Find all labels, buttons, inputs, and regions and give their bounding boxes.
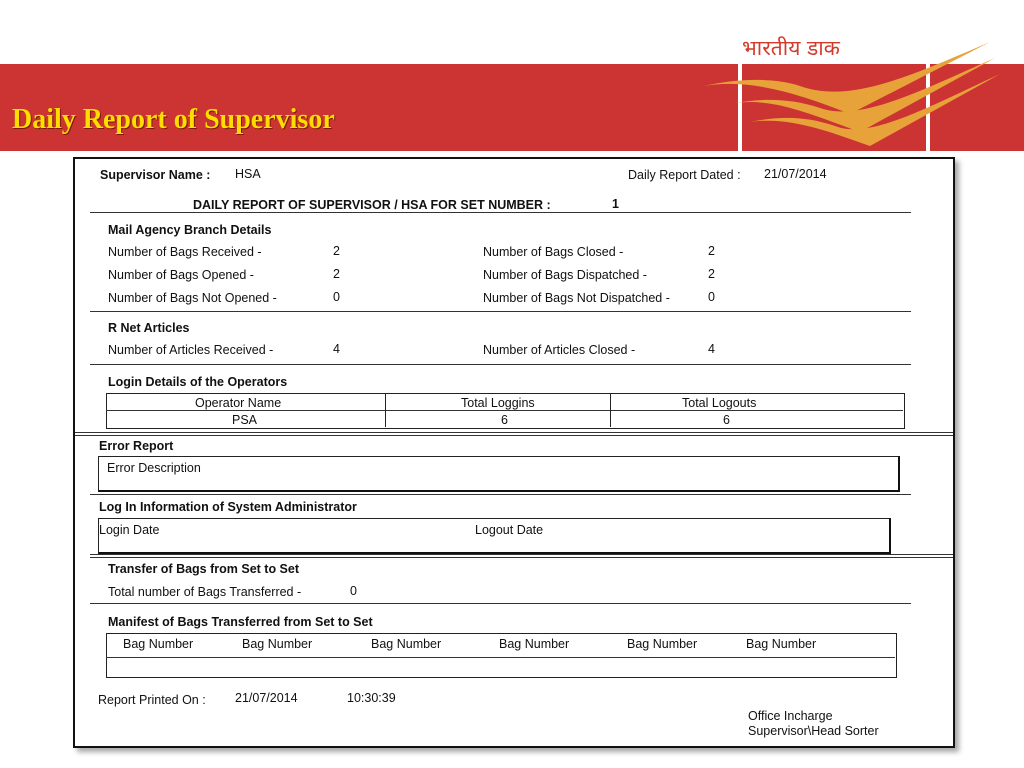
- articles-closed-value: 4: [708, 342, 715, 356]
- slide-title: Daily Report of Supervisor: [12, 104, 335, 135]
- column-header-total-logouts: Total Logouts: [682, 396, 757, 410]
- bags-received-value: 2: [333, 244, 340, 258]
- table-column-divider: [610, 393, 611, 427]
- column-header-bag-number: Bag Number: [123, 637, 194, 651]
- column-header-operator-name: Operator Name: [195, 396, 282, 410]
- bags-not-opened-value: 0: [333, 290, 340, 304]
- column-header-bag-number: Bag Number: [746, 637, 817, 651]
- bags-closed-value: 2: [708, 244, 715, 258]
- divider: [90, 311, 911, 312]
- report-printed-label: Report Printed On :: [98, 693, 206, 707]
- articles-received-value: 4: [333, 342, 340, 356]
- report-printed-date: 21/07/2014: [235, 691, 298, 705]
- login-row-loggins: 6: [501, 413, 508, 427]
- set-number: 1: [612, 197, 619, 211]
- bags-transferred-label: Total number of Bags Transferred -: [108, 585, 302, 599]
- login-date-label: Login Date: [99, 523, 160, 537]
- supervisor-name-value: HSA: [235, 167, 261, 181]
- supervisor-name-label: Supervisor Name :: [100, 168, 211, 182]
- mail-agency-heading: Mail Agency Branch Details: [108, 223, 272, 237]
- bags-transferred-value: 0: [350, 584, 357, 598]
- india-post-logo: [690, 36, 1010, 154]
- articles-closed-label: Number of Articles Closed -: [483, 343, 636, 357]
- divider: [90, 554, 953, 558]
- signature-line-2: Supervisor\Head Sorter: [748, 724, 879, 738]
- transfer-heading: Transfer of Bags from Set to Set: [108, 562, 300, 576]
- column-header-bag-number: Bag Number: [499, 637, 570, 651]
- column-header-bag-number: Bag Number: [371, 637, 442, 651]
- bags-not-dispatched-value: 0: [708, 290, 715, 304]
- divider: [90, 494, 911, 495]
- login-details-heading: Login Details of the Operators: [108, 375, 288, 389]
- divider: [75, 432, 953, 436]
- report-dated-label: Daily Report Dated :: [628, 168, 741, 182]
- error-report-heading: Error Report: [99, 439, 174, 453]
- divider: [90, 603, 911, 604]
- logout-date-label: Logout Date: [475, 523, 544, 537]
- manifest-heading: Manifest of Bags Transferred from Set to Set: [108, 615, 373, 629]
- logo-text: भारतीय डाक: [742, 36, 840, 60]
- report-printed-time: 10:30:39: [347, 691, 396, 705]
- report-dated-value: 21/07/2014: [764, 167, 827, 181]
- main-heading: DAILY REPORT OF SUPERVISOR / HSA FOR SET NUMBER :: [193, 198, 551, 212]
- bags-dispatched-value: 2: [708, 267, 715, 281]
- column-header-bag-number: Bag Number: [242, 637, 313, 651]
- bags-not-opened-label: Number of Bags Not Opened -: [108, 291, 277, 305]
- bags-opened-label: Number of Bags Opened -: [108, 268, 254, 282]
- error-report-box: [98, 456, 900, 492]
- articles-received-label: Number of Articles Received -: [108, 343, 274, 357]
- bags-closed-label: Number of Bags Closed -: [483, 245, 624, 259]
- table-column-divider: [385, 393, 386, 427]
- table-row-divider: [106, 410, 903, 411]
- error-description-label: Error Description: [107, 461, 201, 475]
- column-header-bag-number: Bag Number: [627, 637, 698, 651]
- divider: [90, 212, 911, 213]
- divider: [90, 364, 911, 365]
- report-document: [73, 157, 955, 748]
- rnet-heading: R Net Articles: [108, 321, 190, 335]
- table-row-divider: [106, 657, 895, 658]
- bags-received-label: Number of Bags Received -: [108, 245, 262, 259]
- bags-not-dispatched-label: Number of Bags Not Dispatched -: [483, 291, 670, 305]
- sysadmin-heading: Log In Information of System Administrator: [99, 500, 357, 514]
- login-row-operator: PSA: [232, 413, 258, 427]
- login-row-logouts: 6: [723, 413, 730, 427]
- signature-line-1: Office Incharge: [748, 709, 833, 723]
- bags-opened-value: 2: [333, 267, 340, 281]
- bags-dispatched-label: Number of Bags Dispatched -: [483, 268, 647, 282]
- column-header-total-loggins: Total Loggins: [461, 396, 535, 410]
